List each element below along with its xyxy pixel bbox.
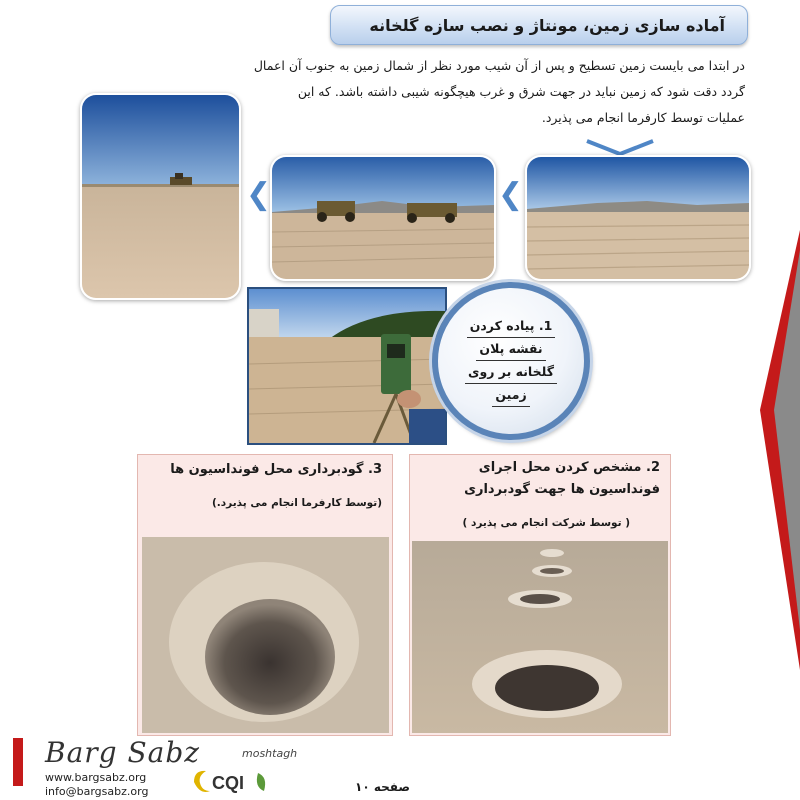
photo-surveying — [247, 287, 447, 445]
page-title: آماده سازی زمین، مونتاژ و نصب سازه گلخانه — [369, 15, 725, 35]
photo-leveled-ground — [80, 93, 241, 300]
cqi-logo — [190, 767, 270, 797]
decorative-red-shape — [740, 230, 800, 670]
step2-title-line2: فونداسیون ها جهت گودبرداری — [464, 482, 660, 497]
step1-line: نقشه پلان — [476, 338, 545, 361]
step2-note: ( توسط شرکت انجام می پذیرد ) — [462, 517, 630, 529]
cqi-text: CQI — [212, 773, 245, 793]
footer-accent-bar — [13, 738, 23, 786]
intro-paragraph — [245, 53, 745, 131]
photo-graders — [270, 155, 496, 281]
brand-subtitle: moshtagh — [242, 747, 298, 760]
brand-logo: Barg Sabz — [45, 736, 201, 769]
step1-line: زمین — [492, 384, 529, 407]
photo-marked-holes — [412, 541, 668, 733]
intro-line: عملیات توسط کارفرما انجام می پذیرد. — [541, 110, 745, 125]
intro-line: گردد دقت شود که زمین نباید در جهت شرق و غرب هیچگونه شیبی داشته باشد. که این — [297, 84, 745, 99]
page-number: صفحه ١٠ — [355, 780, 410, 794]
intro-line: در ابتدا می بایست زمین تسطیح و پس از آن شیب مورد نظر از شمال زمین به جنوب آن اعمال — [253, 58, 745, 73]
email-link[interactable]: info@bargsabz.org — [45, 785, 149, 798]
website-link[interactable]: www.bargsabz.org — [45, 771, 147, 784]
chevron-left-icon: ❮ — [498, 177, 524, 212]
step1-callout — [432, 282, 590, 440]
photo-field — [525, 155, 751, 281]
photo-excavated-hole — [142, 537, 389, 733]
step1-line: گلخانه بر روی — [465, 361, 557, 384]
step3-note: (توسط کارفرما انجام می پذیرد.) — [212, 497, 382, 509]
step3-title: 3. گودبرداری محل فونداسیون ها — [170, 462, 382, 477]
title-banner — [330, 5, 748, 45]
step1-line: 1. پیاده کردن — [467, 315, 556, 338]
step2-title-line1: 2. مشخص کردن محل اجرای — [478, 460, 660, 475]
chevron-left-icon: ❮ — [246, 177, 272, 212]
